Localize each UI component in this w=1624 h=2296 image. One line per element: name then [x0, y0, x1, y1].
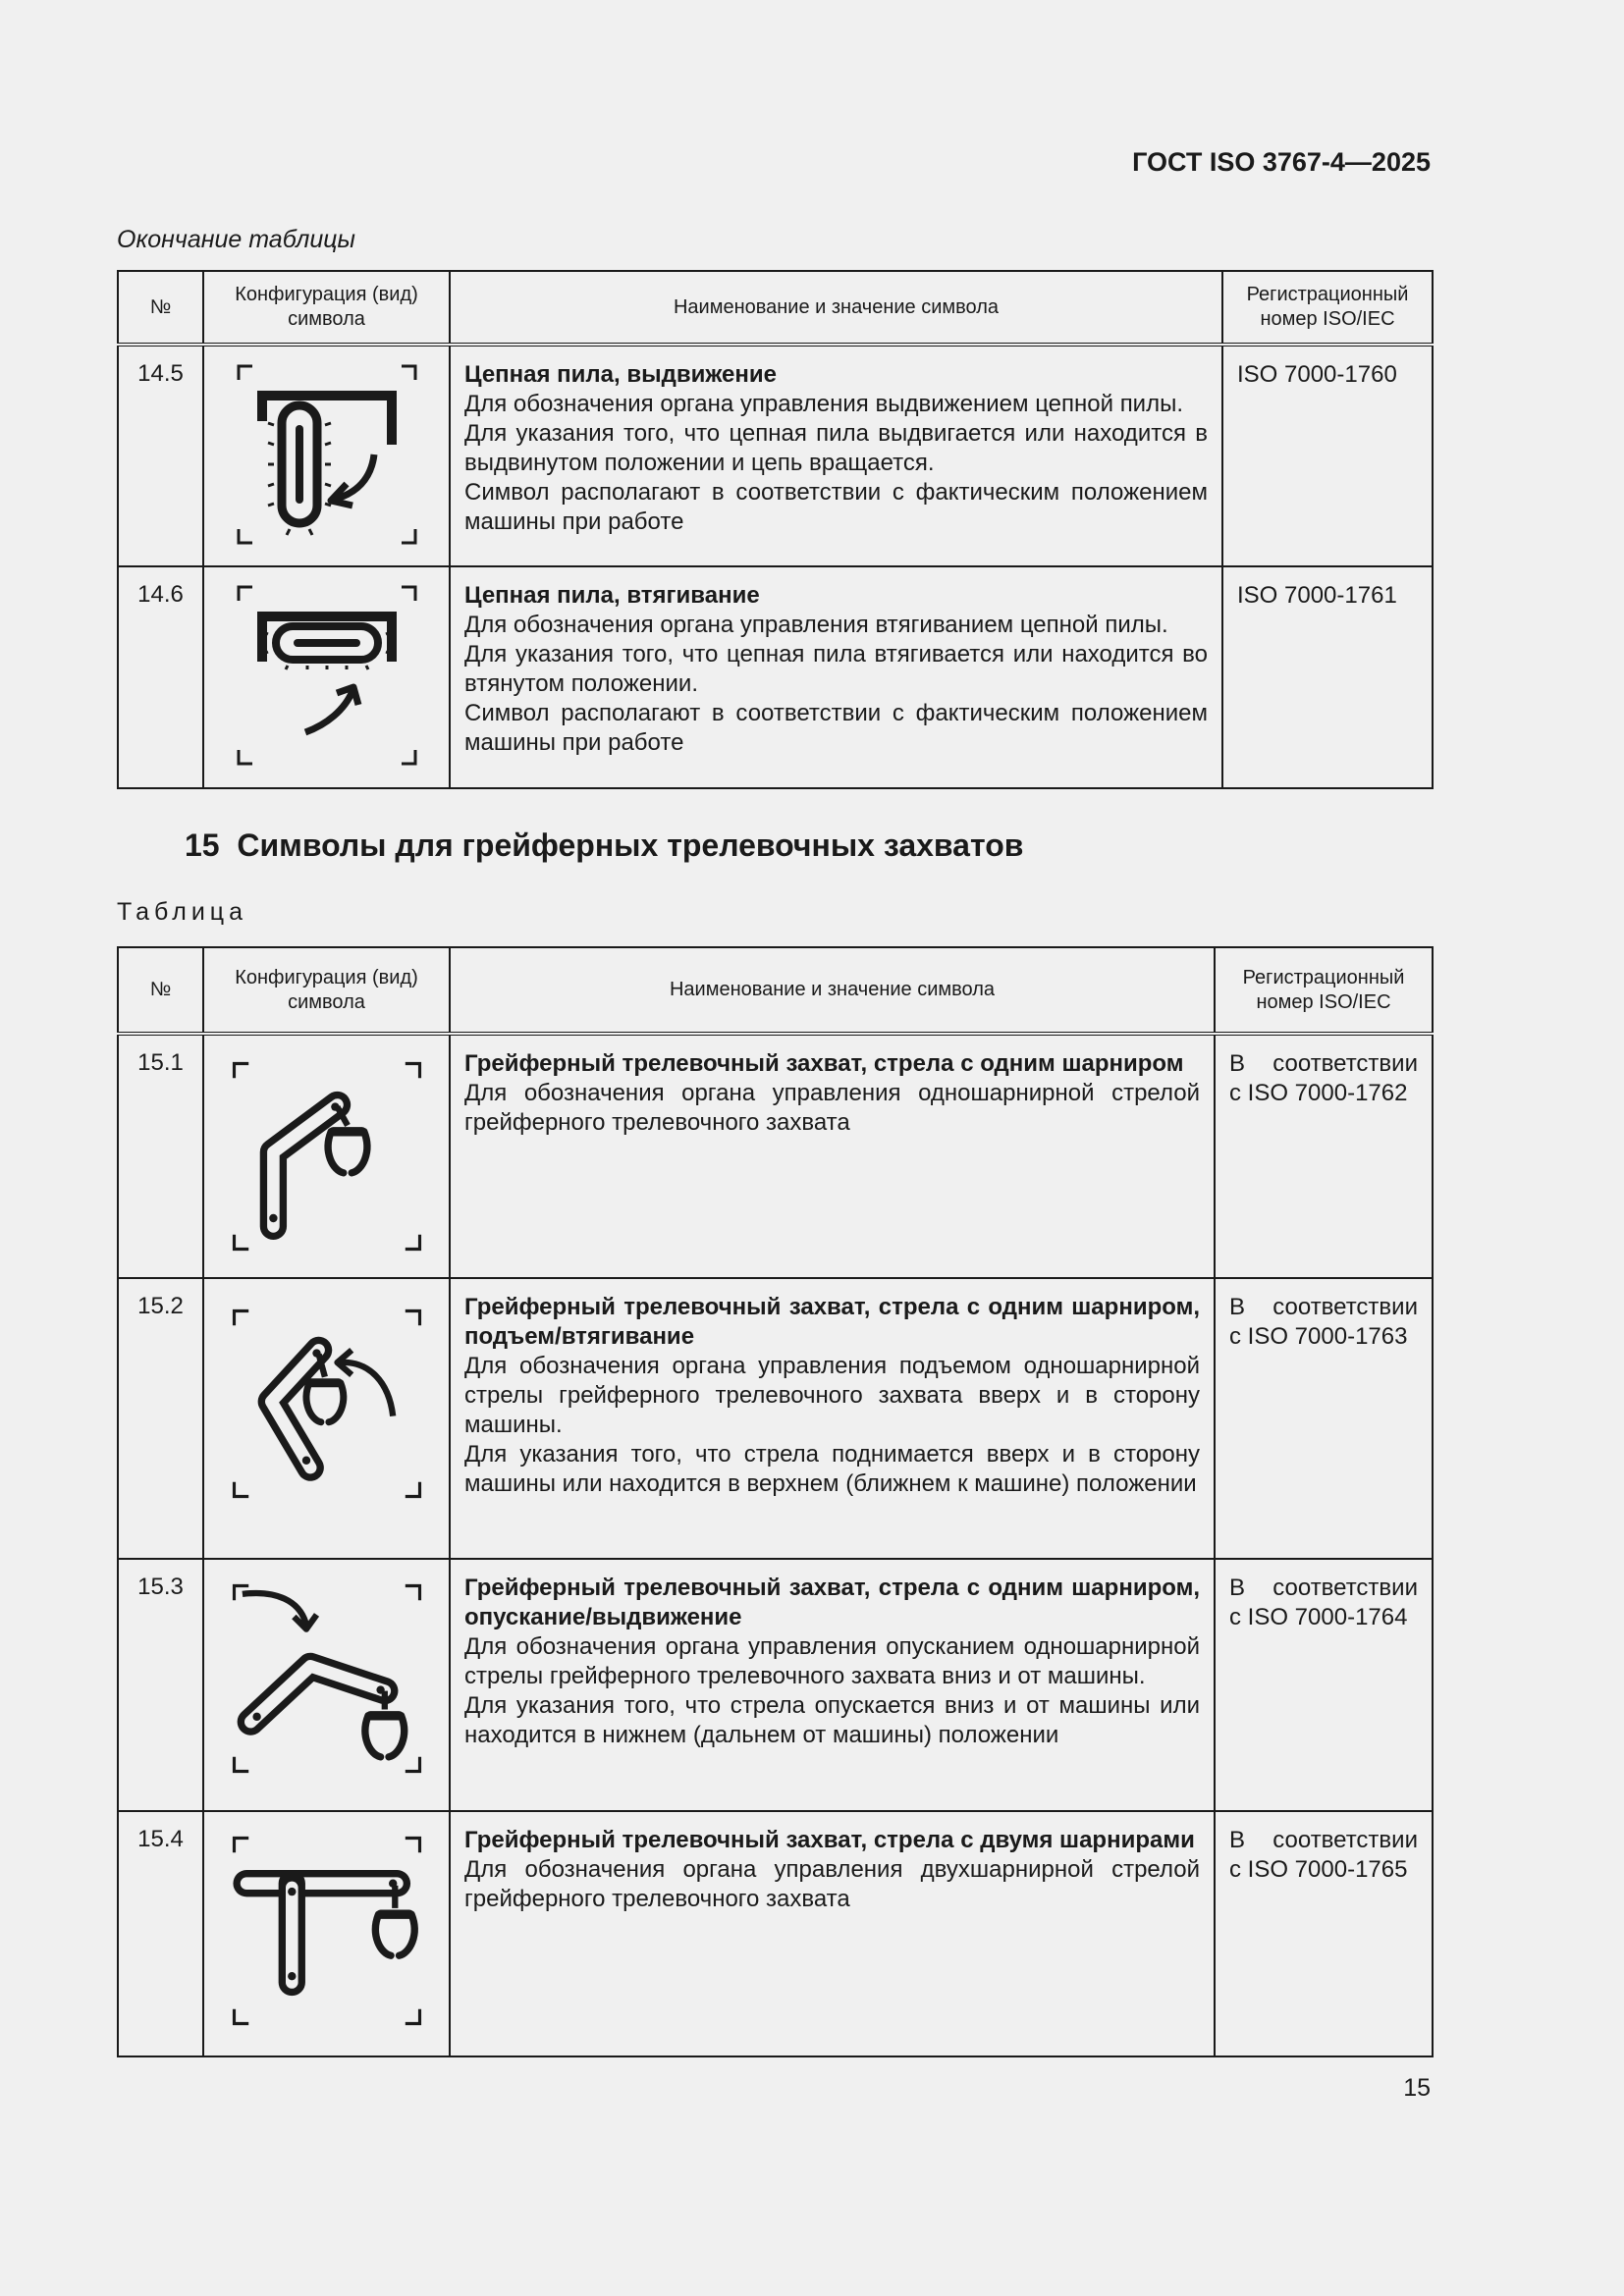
- symbol-description-line: Для обозначения органа управления одношарнирной стрелой грейферного трелевочного захвата: [464, 1080, 1200, 1136]
- row-number: 14.5: [118, 345, 203, 566]
- row-number: 15.4: [118, 1811, 203, 2056]
- symbol-title: Грейферный трелевочный захват, стрела с двумя шарнирами: [464, 1827, 1195, 1853]
- chainsaw-retract-icon: [229, 577, 425, 774]
- registration-number: с ISO 7000-1764: [1229, 1604, 1408, 1630]
- registration-prefix-word: соответствии: [1272, 1050, 1418, 1077]
- registration-prefix: В: [1229, 1294, 1246, 1320]
- table-row: [118, 1559, 1433, 1811]
- column-header-registration: Регистрационный номер ISO/IEC: [1215, 947, 1433, 1034]
- document-code: ГОСТ ISO 3767-4—2025: [1132, 147, 1431, 177]
- table-header-row: [118, 271, 1433, 345]
- table-continuation-caption: Окончание таблицы: [117, 226, 355, 253]
- symbol-description-line: Символ располагают в соответствии с фактическим положением машины при работе: [464, 479, 1208, 535]
- symbol-description-line: Для обозначения органа управления выдвижением цепной пилы.: [464, 391, 1184, 417]
- table-row: [118, 1811, 1433, 2056]
- symbol-description-line: Для обозначения органа управления опусканием одношарнирной стрелы грейферного трелевочного захвата вниз и от машины.: [464, 1633, 1200, 1689]
- symbol-description-line: Для обозначения органа управления втягиванием цепной пилы.: [464, 612, 1168, 638]
- table-row: [118, 345, 1433, 566]
- registration-number: ISO 7000-1761: [1222, 566, 1433, 788]
- registration-prefix-word: соответствии: [1272, 1294, 1418, 1320]
- grapple-single-joint-boom-icon: [224, 1053, 430, 1259]
- section-title: 15 Символы для грейферных трелевочных захватов: [185, 828, 1024, 863]
- symbol-title: Грейферный трелевочный захват, стрела с одним шарниром: [464, 1050, 1184, 1077]
- symbol-title: Грейферный трелевочный захват, стрела с одним шарниром, опускание/выдвижение: [464, 1575, 1200, 1630]
- grapple-boom-raise-icon: [224, 1301, 430, 1507]
- table-row: [118, 1278, 1433, 1559]
- registration-prefix-word: соответствии: [1272, 1827, 1418, 1853]
- column-header-configuration: Конфигурация (вид) символа: [203, 271, 450, 345]
- registration-prefix: В: [1229, 1050, 1246, 1077]
- registration-number: с ISO 7000-1765: [1229, 1856, 1408, 1883]
- symbol-title: Грейферный трелевочный захват, стрела с одним шарниром, подъем/втягивание: [464, 1294, 1200, 1350]
- registration-number: с ISO 7000-1762: [1229, 1080, 1408, 1106]
- column-header-number: №: [118, 271, 203, 345]
- table-row: [118, 566, 1433, 788]
- registration-number: с ISO 7000-1763: [1229, 1323, 1408, 1350]
- row-number: 15.1: [118, 1034, 203, 1278]
- symbol-description-line: Символ располагают в соответствии с фактическим положением машины при работе: [464, 700, 1208, 756]
- registration-prefix: В: [1229, 1827, 1246, 1853]
- row-number: 15.2: [118, 1278, 203, 1559]
- symbol-description-line: Для указания того, что цепная пила втягивается или находится во втянутом положении.: [464, 641, 1208, 697]
- registration-prefix-word: соответствии: [1272, 1575, 1418, 1601]
- grapple-double-joint-boom-icon: [224, 1828, 430, 2034]
- table-caption: Таблица: [117, 898, 248, 926]
- row-number: 15.3: [118, 1559, 203, 1811]
- symbol-description-line: Для указания того, что стрела опускается вниз и от машины или находится в нижнем (дальнем от машины) положении: [464, 1692, 1200, 1748]
- column-header-registration: Регистрационный номер ISO/IEC: [1222, 271, 1433, 345]
- symbol-description-line: Для обозначения органа управления двухшарнирной стрелой грейферного трелевочного захвата: [464, 1856, 1200, 1912]
- grapple-boom-lower-icon: [224, 1575, 430, 1782]
- registration-number: ISO 7000-1760: [1222, 345, 1433, 566]
- symbol-title: Цепная пила, выдвижение: [464, 361, 777, 388]
- column-header-number: №: [118, 947, 203, 1034]
- chainsaw-extend-icon: [229, 356, 425, 553]
- table-header-row: [118, 947, 1433, 1034]
- table-row: [118, 1034, 1433, 1278]
- symbol-description-line: Для указания того, что стрела поднимается вверх и в сторону машины или находится в верхнем (ближнем к машине) положении: [464, 1441, 1200, 1497]
- symbol-description-line: Для указания того, что цепная пила выдвигается или находится в выдвинутом положении и цепь вращается.: [464, 420, 1208, 476]
- column-header-name-meaning: Наименование и значение символа: [450, 947, 1215, 1034]
- column-header-configuration: Конфигурация (вид) символа: [203, 947, 450, 1034]
- symbol-description-line: Для обозначения органа управления подъемом одношарнирной стрелы грейферного трелевочного захвата вверх и в сторону машины.: [464, 1353, 1200, 1438]
- registration-prefix: В: [1229, 1575, 1246, 1601]
- symbols-table-14: [117, 270, 1434, 789]
- symbol-title: Цепная пила, втягивание: [464, 582, 760, 609]
- symbols-table-15: [117, 946, 1434, 2057]
- column-header-name-meaning: Наименование и значение символа: [450, 271, 1222, 345]
- page-number: 15: [1403, 2074, 1431, 2102]
- row-number: 14.6: [118, 566, 203, 788]
